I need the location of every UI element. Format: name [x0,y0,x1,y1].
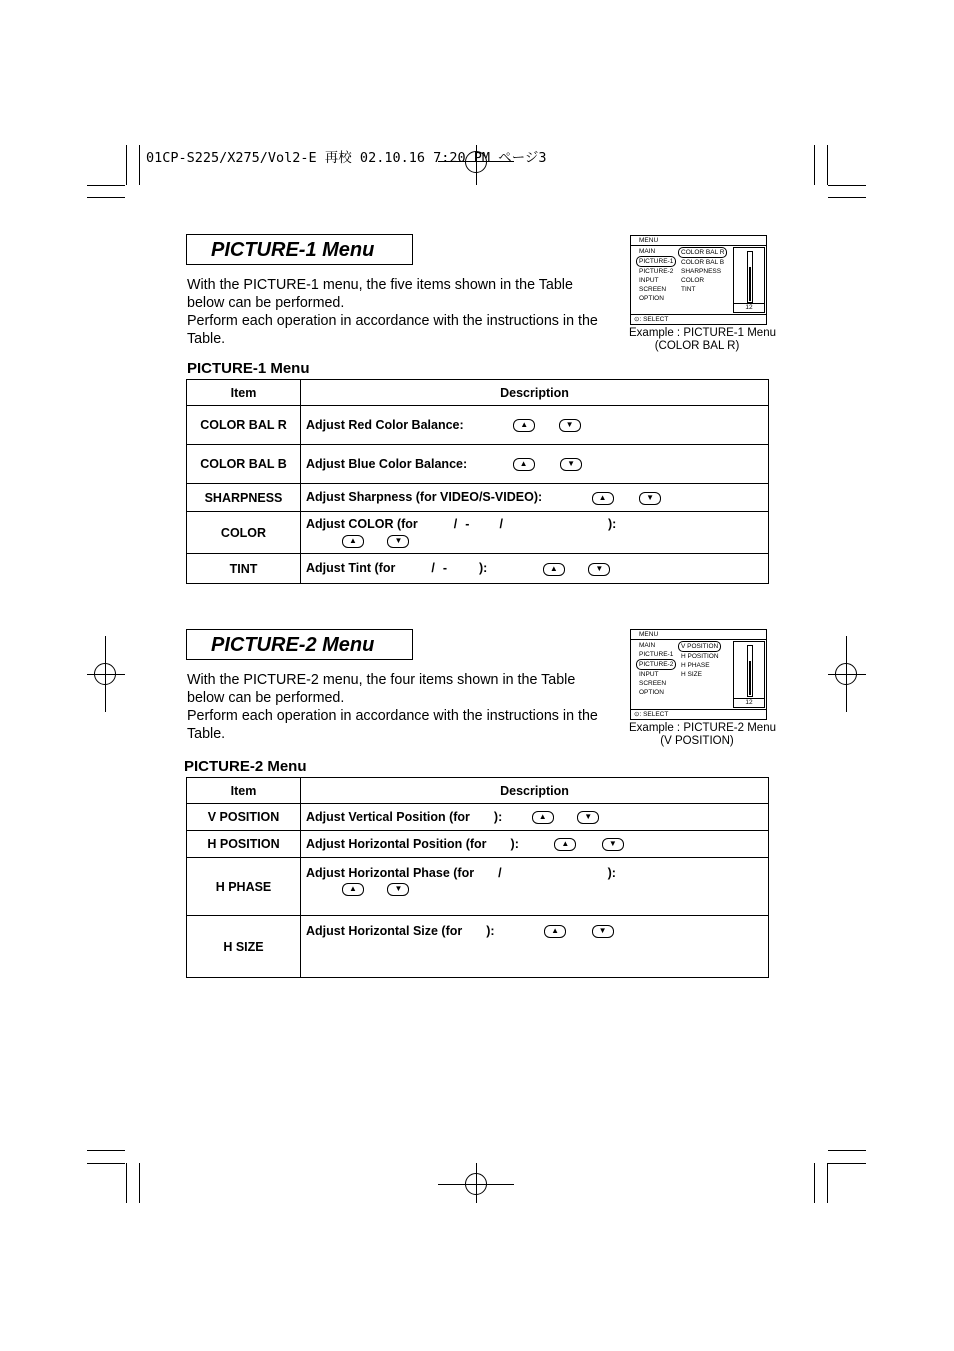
down-arrow-icon: ▼ [602,838,624,851]
up-arrow-icon: ▲ [342,883,364,896]
select-icon: ⊙ [634,711,640,718]
picture2-title-box [186,629,413,660]
picture1-table [186,379,769,584]
table-row: COLOR Adjust COLOR (for / - / ): ▲ ▼ [187,512,769,554]
picture1-table-heading: PICTURE-1 Menu [187,360,310,377]
table-row: COLOR BAL B Adjust Blue Color Balance: ▲ ▼ [187,445,769,484]
picture2-osd-caption: Example : PICTURE-2 Menu (V POSITION) [629,722,776,747]
picture2-title: PICTURE-2 Menu [211,634,375,656]
picture1-title-box [186,234,413,265]
table-row: H SIZE Adjust Horizontal Size (for ): ▲ ▼ [187,916,769,978]
osd-slider: 12 [733,641,765,708]
table-row: V POSITION Adjust Vertical Position (for ): ▲ ▼ [187,804,769,831]
print-job-header: 01CP-S225/X275/Vol2-E 再校 02.10.16 7:20 PM ページ3 [146,150,547,166]
picture1-osd-example: MENU MAIN PICTURE-1 PICTURE-2 INPUT SCREEN OPTION COLOR BAL R COLOR BAL B SHARPNESS COLOR TINT 12 ⊙: SELECT [630,235,767,325]
picture2-table-heading: PICTURE-2 Menu [184,758,307,775]
picture2-table [186,777,769,978]
up-arrow-icon: ▲ [342,535,364,548]
down-arrow-icon: ▼ [588,563,610,576]
col-description: Description [301,380,769,406]
picture2-intro: With the PICTURE-2 menu, the four items shown in the Table below can be performed. Perform each operation in accordance with the instructions in the Table. [187,672,598,742]
picture1-title: PICTURE-1 Menu [211,239,375,261]
down-arrow-icon: ▼ [560,458,582,471]
up-arrow-icon: ▲ [543,563,565,576]
down-arrow-icon: ▼ [639,492,661,505]
col-description: Description [301,778,769,804]
up-arrow-icon: ▲ [554,838,576,851]
col-item: Item [187,778,301,804]
table-row: SHARPNESS Adjust Sharpness (for VIDEO/S-VIDEO): ▲ ▼ [187,484,769,512]
table-row: COLOR BAL R Adjust Red Color Balance: ▲ ▼ [187,406,769,445]
down-arrow-icon: ▼ [387,535,409,548]
col-item: Item [187,380,301,406]
osd-slider: 12 [733,247,765,313]
down-arrow-icon: ▼ [559,419,581,432]
picture2-osd-example: MENU MAIN PICTURE-1 PICTURE-2 INPUT SCREEN OPTION V POSITION H POSITION H PHASE H SIZE 12 ⊙: SELECT [630,629,767,720]
osd-selected-item: V POSITION [678,641,721,652]
down-arrow-icon: ▼ [387,883,409,896]
osd-selected-item: COLOR BAL R [678,247,727,258]
down-arrow-icon: ▼ [592,925,614,938]
table-row: H POSITION Adjust Horizontal Position (for ): ▲ ▼ [187,831,769,858]
table-row: H PHASE Adjust Horizontal Phase (for / ): ▲ ▼ [187,858,769,916]
down-arrow-icon: ▼ [577,811,599,824]
up-arrow-icon: ▲ [544,925,566,938]
up-arrow-icon: ▲ [513,419,535,432]
up-arrow-icon: ▲ [592,492,614,505]
picture1-osd-caption: Example : PICTURE-1 Menu (COLOR BAL R) [629,327,776,352]
select-icon: ⊙ [634,316,640,323]
up-arrow-icon: ▲ [513,458,535,471]
osd-selected-menu: PICTURE-1 [636,256,676,267]
up-arrow-icon: ▲ [532,811,554,824]
picture1-intro: With the PICTURE-1 menu, the five items shown in the Table below can be performed. Perform each operation in accordance with the instructions in the Table. [187,277,598,347]
table-row: TINT Adjust Tint (for / - ): ▲ ▼ [187,554,769,584]
osd-selected-menu: PICTURE-2 [636,659,676,670]
